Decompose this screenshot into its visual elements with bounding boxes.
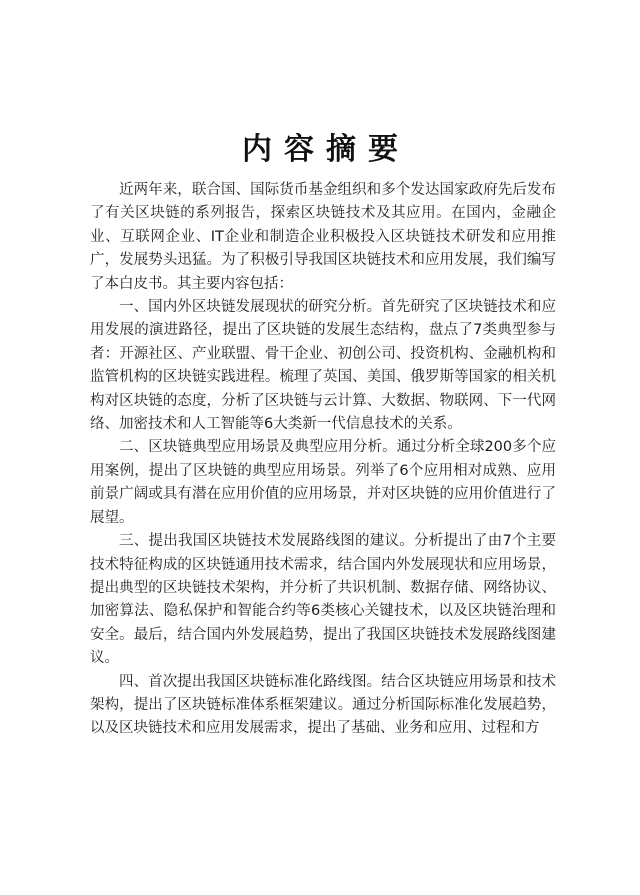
document-body xyxy=(90,179,556,741)
paragraph-section-3: 三、提出我国区块链技术发展路线图的建议。分析提出了由7个主要技术特征构成的区块链通用技术需求，结合国内外发展现状和应用场景，提出典型的区块链技术架构，并分析了共识机制、数据存储、网络协议、加密算法、隐私保护和智能合约等6类核心关键技术，以及区块链治理和安全。最后，结合国内外发展趋势，提出了我国区块链技术发展路线图建议。 xyxy=(90,533,556,667)
paragraph-section-2: 二、区块链典型应用场景及典型应用分析。通过分析全球200多个应用案例，提出了区块链的典型应用场景。列举了6个应用相对成熟、应用前景广阔或具有潜在应用价值的应用场景，并对区块链的应用价值进行了展望。 xyxy=(90,439,556,526)
paragraph-section-1: 一、国内外区块链发展现状的研究分析。首先研究了区块链技术和应用发展的演进路径，提出了区块链的发展生态结构，盘点了7类典型参与者：开源社区、产业联盟、骨干企业、初创公司、投资机构、金融机构和监管机构的区块链实践进程。梳理了英国、美国、俄罗斯等国家的相关机构对区块链的态度，分析了区块链与云计算、大数据、物联网、下一代网络、加密技术和人工智能等6大类新一代信息技术的关系。 xyxy=(90,299,556,433)
intro-paragraph: 近两年来，联合国、国际货币基金组织和多个发达国家政府先后发布了有关区块链的系列报告，探索区块链技术及其应用。在国内，金融企业、互联网企业、IT企业和制造企业积极投入区块链技术研发和应用推广，发展势头迅猛。为了积极引导我国区块链技术和应用发展，我们编写了本白皮书。其主要内容包括： xyxy=(90,182,556,292)
paragraph-section-4: 四、首次提出我国区块链标准化路线图。结合区块链应用场景和技术架构，提出了区块链标准体系框架建议。通过分析国际标准化发展趋势，以及区块链技术和应用发展需求，提出了基础、业务和应用、过程和方 xyxy=(90,673,556,737)
page-title: 内容摘要 xyxy=(242,132,410,167)
